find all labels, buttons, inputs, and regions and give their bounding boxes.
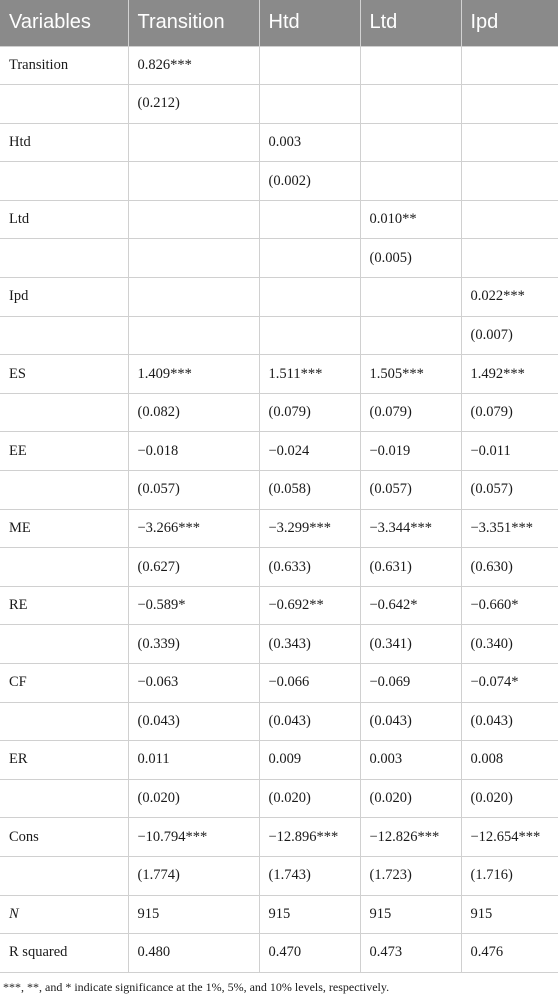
value-cell: 1.505*** — [360, 355, 461, 394]
value-cell: 0.009 — [259, 741, 360, 780]
table-row — [0, 393, 558, 432]
value-cell: (1.774) — [128, 856, 259, 895]
value-cell: (0.343) — [259, 625, 360, 664]
value-cell: 0.010** — [360, 200, 461, 239]
value-cell — [128, 162, 259, 201]
value-cell — [360, 316, 461, 355]
table-row — [0, 123, 558, 162]
table-row — [0, 200, 558, 239]
value-cell: 1.511*** — [259, 355, 360, 394]
value-cell — [259, 239, 360, 278]
value-cell — [259, 85, 360, 124]
table-header — [0, 0, 558, 46]
value-cell: (0.340) — [461, 625, 558, 664]
row-label-cell: Htd — [0, 123, 128, 162]
value-cell: −0.063 — [128, 664, 259, 703]
value-cell: 915 — [128, 895, 259, 934]
value-cell: (0.058) — [259, 471, 360, 510]
row-label-cell — [0, 239, 128, 278]
row-label-cell — [0, 316, 128, 355]
value-cell — [360, 162, 461, 201]
value-cell: −3.266*** — [128, 509, 259, 548]
header-ipd: Ipd — [461, 0, 558, 46]
table-row — [0, 625, 558, 664]
value-cell: (0.631) — [360, 548, 461, 587]
row-label-cell: ME — [0, 509, 128, 548]
table-row — [0, 316, 558, 355]
table-row — [0, 702, 558, 741]
value-cell: 0.003 — [360, 741, 461, 780]
table-row — [0, 278, 558, 317]
row-label-cell — [0, 471, 128, 510]
header-variables: Variables — [0, 0, 128, 46]
table-row — [0, 239, 558, 278]
value-cell: −0.589* — [128, 586, 259, 625]
header-transition: Transition — [128, 0, 259, 46]
value-cell: (0.002) — [259, 162, 360, 201]
value-cell — [259, 278, 360, 317]
value-cell — [461, 239, 558, 278]
value-cell: −3.344*** — [360, 509, 461, 548]
value-cell — [461, 85, 558, 124]
value-cell: 1.492*** — [461, 355, 558, 394]
value-cell: −0.066 — [259, 664, 360, 703]
value-cell: −12.826*** — [360, 818, 461, 857]
table-row — [0, 471, 558, 510]
value-cell — [128, 200, 259, 239]
row-label-cell: Cons — [0, 818, 128, 857]
row-label-cell: EE — [0, 432, 128, 471]
value-cell: (0.020) — [461, 779, 558, 818]
table-row — [0, 509, 558, 548]
value-cell: −12.654*** — [461, 818, 558, 857]
value-cell: 0.022*** — [461, 278, 558, 317]
row-label-cell — [0, 779, 128, 818]
value-cell: −0.019 — [360, 432, 461, 471]
table-row — [0, 355, 558, 394]
row-label-cell: ES — [0, 355, 128, 394]
table-row — [0, 46, 558, 85]
value-cell: (0.043) — [461, 702, 558, 741]
value-cell: (1.723) — [360, 856, 461, 895]
table-row — [0, 895, 558, 934]
row-label-cell — [0, 625, 128, 664]
value-cell: (0.057) — [461, 471, 558, 510]
value-cell: −0.011 — [461, 432, 558, 471]
value-cell: (0.020) — [128, 779, 259, 818]
value-cell: (1.743) — [259, 856, 360, 895]
value-cell: 0.008 — [461, 741, 558, 780]
header-row — [0, 0, 558, 46]
table-row — [0, 741, 558, 780]
table-footnote: ***, **, and * indicate significance at the 1%, 5%, and 10% levels, respectively. — [3, 979, 390, 994]
value-cell — [461, 200, 558, 239]
header-htd: Htd — [259, 0, 360, 46]
header-ltd: Ltd — [360, 0, 461, 46]
table-row — [0, 934, 558, 973]
row-label-cell — [0, 393, 128, 432]
value-cell: (0.020) — [259, 779, 360, 818]
value-cell — [259, 200, 360, 239]
value-cell: −0.692** — [259, 586, 360, 625]
table-row — [0, 548, 558, 587]
value-cell: 915 — [259, 895, 360, 934]
value-cell — [360, 85, 461, 124]
value-cell — [360, 278, 461, 317]
value-cell: (0.043) — [259, 702, 360, 741]
row-label-cell: ER — [0, 741, 128, 780]
table-row — [0, 856, 558, 895]
table-row — [0, 85, 558, 124]
value-cell: −0.660* — [461, 586, 558, 625]
value-cell: −0.074* — [461, 664, 558, 703]
value-cell — [259, 316, 360, 355]
value-cell: −0.642* — [360, 586, 461, 625]
table-row — [0, 162, 558, 201]
value-cell: −0.024 — [259, 432, 360, 471]
value-cell: (0.633) — [259, 548, 360, 587]
table-row — [0, 432, 558, 471]
value-cell: 0.003 — [259, 123, 360, 162]
value-cell: (0.627) — [128, 548, 259, 587]
value-cell: 0.470 — [259, 934, 360, 973]
value-cell: (0.057) — [128, 471, 259, 510]
value-cell: 0.011 — [128, 741, 259, 780]
value-cell — [461, 162, 558, 201]
value-cell — [128, 278, 259, 317]
row-label-cell — [0, 162, 128, 201]
value-cell — [360, 123, 461, 162]
row-label-cell — [0, 85, 128, 124]
table-row — [0, 818, 558, 857]
value-cell: 0.473 — [360, 934, 461, 973]
value-cell: (1.716) — [461, 856, 558, 895]
value-cell: (0.043) — [128, 702, 259, 741]
value-cell: (0.339) — [128, 625, 259, 664]
value-cell: (0.057) — [360, 471, 461, 510]
row-label-cell: Ltd — [0, 200, 128, 239]
value-cell: (0.043) — [360, 702, 461, 741]
value-cell: −12.896*** — [259, 818, 360, 857]
value-cell — [461, 123, 558, 162]
value-cell: −3.351*** — [461, 509, 558, 548]
table-body — [0, 46, 558, 972]
row-label-cell: RE — [0, 586, 128, 625]
table-row — [0, 586, 558, 625]
row-label-cell — [0, 702, 128, 741]
value-cell: 0.480 — [128, 934, 259, 973]
row-label-cell — [0, 856, 128, 895]
value-cell: 915 — [360, 895, 461, 934]
value-cell: (0.020) — [360, 779, 461, 818]
value-cell — [360, 46, 461, 85]
value-cell: −10.794*** — [128, 818, 259, 857]
value-cell — [128, 239, 259, 278]
row-label-cell: CF — [0, 664, 128, 703]
value-cell: −0.069 — [360, 664, 461, 703]
value-cell: −0.018 — [128, 432, 259, 471]
value-cell: 0.826*** — [128, 46, 259, 85]
row-label-cell — [0, 548, 128, 587]
value-cell: 0.476 — [461, 934, 558, 973]
value-cell: (0.630) — [461, 548, 558, 587]
value-cell: (0.005) — [360, 239, 461, 278]
value-cell: (0.212) — [128, 85, 259, 124]
row-label-cell: Ipd — [0, 278, 128, 317]
value-cell — [259, 46, 360, 85]
table-row — [0, 779, 558, 818]
value-cell — [128, 316, 259, 355]
value-cell: −3.299*** — [259, 509, 360, 548]
value-cell: (0.082) — [128, 393, 259, 432]
value-cell — [128, 123, 259, 162]
value-cell: (0.079) — [259, 393, 360, 432]
value-cell: (0.079) — [461, 393, 558, 432]
value-cell: 915 — [461, 895, 558, 934]
table-row — [0, 664, 558, 703]
value-cell — [461, 46, 558, 85]
value-cell: (0.007) — [461, 316, 558, 355]
value-cell: (0.079) — [360, 393, 461, 432]
row-label-cell: Transition — [0, 46, 128, 85]
value-cell: 1.409*** — [128, 355, 259, 394]
value-cell: (0.341) — [360, 625, 461, 664]
row-label-cell: R squared — [0, 934, 128, 973]
row-label-cell: N — [0, 895, 128, 934]
